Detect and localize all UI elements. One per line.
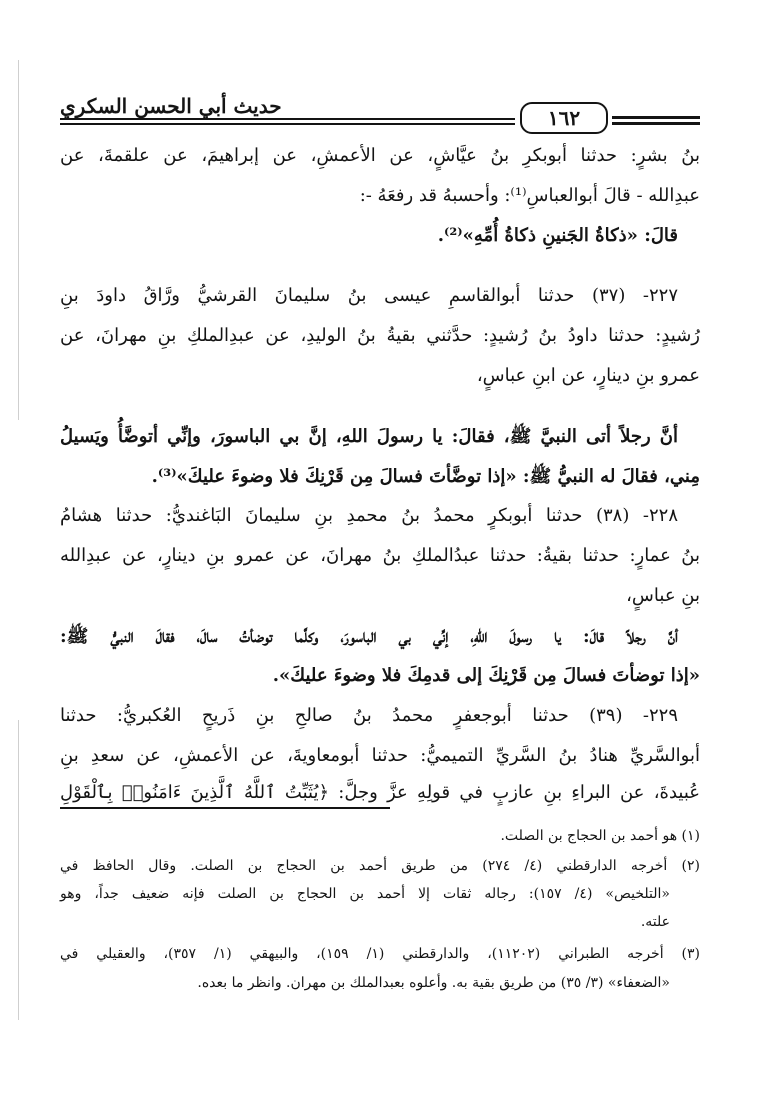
text-line: بنِ عباسٍ، <box>626 585 700 606</box>
footnote: (٢) أخرجه الدارقطني (٤/ ٢٧٤) من طريق أحمد بن الحجاج بن الصلت. وقال الحافظ في <box>60 858 700 874</box>
footnote: «التلخيص» (٤/ ١٥٧): رجاله ثقات إلا أحمد بن الحجاج بن الصلت فإنه ضعيف جداً، وهو <box>60 886 670 902</box>
text-line: أبوالسَّريِّ هنادُ بنُ السَّريِّ التميميُّ: حدثنا أبومعاويةَ، عن الأعمشِ، عن سعدِ بنِ <box>60 745 700 766</box>
text-line: ٢٢٨- (٣٨) حدثنا أبوبكرٍ محمدُ بنُ محمدِ بنِ سليمانَ البَاغنديُّ: حدثنا هشامُ <box>60 505 678 526</box>
text-line: ٢٢٧- (٣٧) حدثنا أبوالقاسمِ عيسى بنُ سليمانَ القرشيُّ ورَّاقُ داودَ بنِ <box>60 285 678 306</box>
hadith-text: أنَّ رجلاً أتى النبيَّ ﷺ، فقالَ: يا رسولَ اللهِ، إنَّ بي الباسورَ، وإنِّي أتوضَّأُ ويَسيلُ <box>60 426 678 447</box>
footnote: «الضعفاء» (٣/ ٣٥) من طريق بقية به. وأعلوه بعبدالملك بن مهران. وانظر ما بعده. <box>197 975 670 991</box>
text-line: ٢٢٩- (٣٩) حدثنا أبوجعفرٍ محمدُ بنُ صالحِ بنِ ذَريحٍ العُكبريُّ: حدثنا <box>60 705 679 726</box>
text-line: عبدِالله - قالَ أبوالعباسِ⁽¹⁾: وأحسبهُ قد رفعَهُ -: <box>359 185 700 206</box>
scan-edge-mark <box>18 720 19 1020</box>
text-line: بنُ عمارٍ: حدثنا بقيةُ: حدثنا عبدُالملكِ بنُ مهرانَ، عن عمرو بنِ دينارٍ، عن عبدِالله <box>60 545 700 566</box>
text-line: رُشيدٍ: حدثنا داودُ بنُ رُشيدٍ: حدَّثني بقيةُ بنُ الوليدِ، عن عبدِالملكِ بنِ مهرانَ، عن <box>60 325 700 346</box>
running-title: حديث أبي الحسن السكري <box>60 94 282 118</box>
hadith-text: «إذا توضأتَ فسالَ مِن قَرْنِكَ إلى قدمِكَ فلا وضوءَ عليكَ». <box>272 665 700 686</box>
hadith-text: أنَّ رجلاً قالَ: يا رسولَ اللهِ، إنِّي بي الباسورَ، وكلَّما توضأتُ سالَ، فقالَ النبيُّ ﷺ: <box>60 626 678 647</box>
text-line: عُبيدةَ، عن البراءِ بنِ عازبٍ في قولِهِ عزَّ وجلَّ: ﴿يُثَبِّتُ ٱللَّهُ ٱلَّذِينَ ءَامَنُوا۟ بِٱلْقَوْلِ <box>60 782 700 803</box>
footnote: (٣) أخرجه الطبراني (١١٢٠٢)، والدارقطني (١/ ١٥٩)، والبيهقي (١/ ٣٥٧)، والعقيلي في <box>60 946 700 962</box>
footnote: علته. <box>640 914 670 930</box>
hadith-text: مِني، فقالَ له النبيُّ ﷺ: «إذا توضَّأتَ فسالَ مِن قَرْنِكَ فلا وضوءَ عليكَ»⁽³⁾. <box>151 466 700 487</box>
scan-edge-mark <box>18 60 19 420</box>
hadith-text: قالَ: «ذكاةُ الجَنينِ ذكاةُ أُمِّهِ»⁽²⁾. <box>437 225 678 246</box>
footnote: (١) هو أحمد بن الحجاج بن الصلت. <box>500 828 700 844</box>
text-line: عمرو بنِ دينارٍ، عن ابنِ عباسٍ، <box>476 365 700 386</box>
footnotes <box>60 0 700 1000</box>
text-line: بنُ بشرٍ: حدثنا أبوبكرِ بنُ عيَّاشٍ، عن الأعمشِ، عن إبراهيمَ، عن علقمةَ، عن <box>60 145 700 166</box>
page-number: ١٦٢ <box>520 102 608 134</box>
